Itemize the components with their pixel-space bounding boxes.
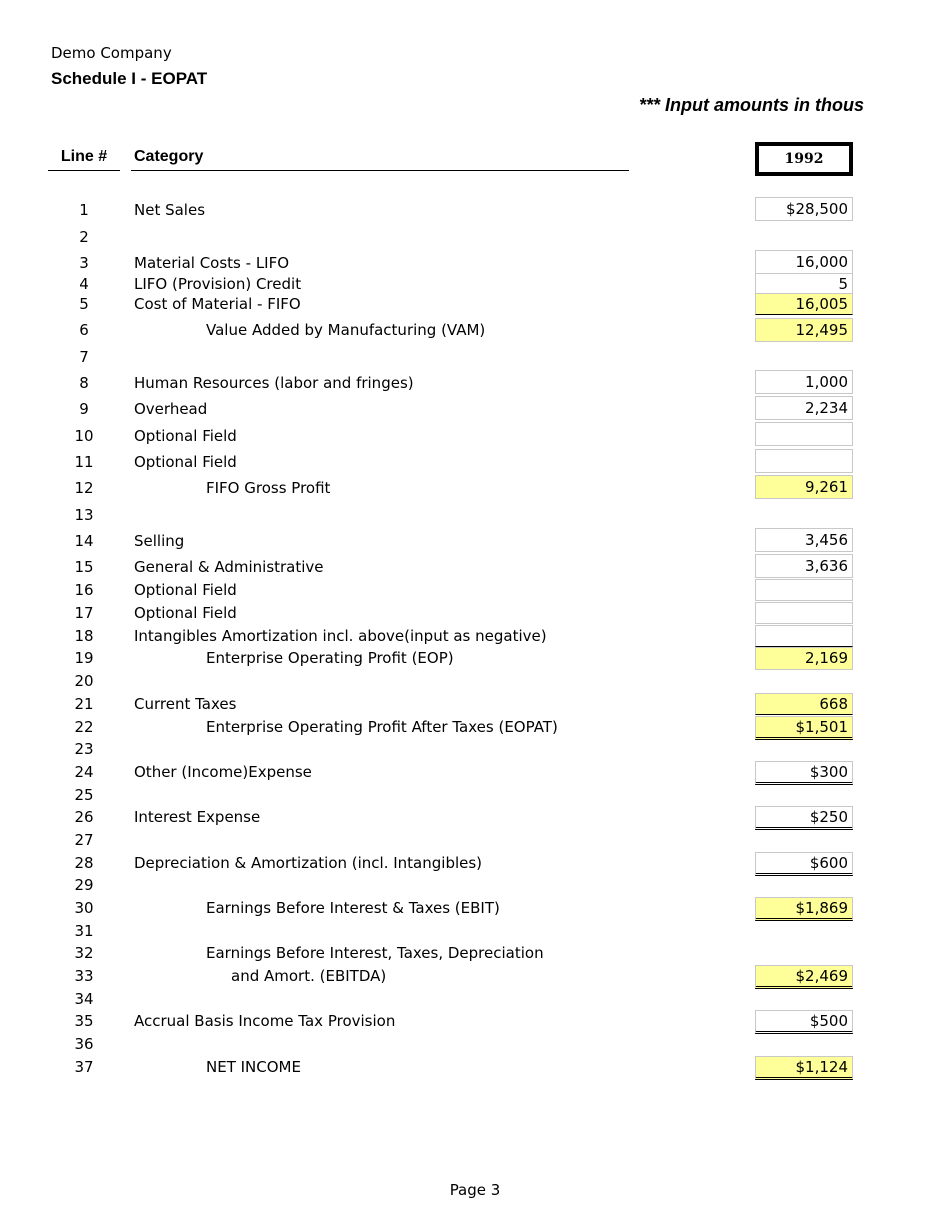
subtotal-label: FIFO Gross Profit [206,479,331,497]
category-label: Intangibles Amortization incl. above(input as negative) [134,627,547,645]
category-label: Net Sales [134,201,206,219]
line-number: 28 [74,854,94,872]
lifo-credit-input[interactable]: 5 [755,273,853,295]
line-number: 24 [74,763,94,781]
category-label: Selling [134,532,185,550]
line-number: 18 [74,627,94,645]
line-number: 2 [79,228,89,246]
category-label: Current Taxes [134,695,237,713]
material-costs-lifo-input[interactable]: 16,000 [755,250,853,274]
line-number: 16 [74,581,94,599]
line-number: 20 [74,672,94,690]
overhead-input[interactable]: 2,234 [755,396,853,420]
subtotal-label: Earnings Before Interest & Taxes (EBIT) [206,899,500,917]
line-number: 32 [74,944,94,962]
line-number: 12 [74,479,94,497]
income-tax-provision-value: $500 [755,1010,853,1034]
subtotal-label: and Amort. (EBITDA) [231,967,387,985]
line-number: 27 [74,831,94,849]
selling-input[interactable]: 3,456 [755,528,853,552]
subtotal-label: Value Added by Manufacturing (VAM) [206,321,486,339]
line-number: 1 [79,201,89,219]
line-number: 19 [74,649,94,667]
interest-expense-value: $250 [755,806,853,830]
subtotal-label: Earnings Before Interest, Taxes, Depreciation [206,944,544,962]
schedule-title: Schedule I - EOPAT [51,69,208,88]
line-number: 29 [74,876,94,894]
category-label: Human Resources (labor and fringes) [134,374,414,392]
line-number: 5 [79,295,89,313]
category-label: Depreciation & Amortization (incl. Intangibles) [134,854,483,872]
net-income-label: NET INCOME [206,1058,301,1076]
net-income-value: $1,124 [755,1056,853,1080]
eop-value: 2,169 [755,647,853,670]
line-number: 22 [74,718,94,736]
other-income-expense-value: $300 [755,761,853,785]
optional-field-input[interactable] [755,602,853,624]
human-resources-input[interactable]: 1,000 [755,370,853,394]
fifo-gross-profit-value: 9,261 [755,475,853,499]
ebit-value: $1,869 [755,897,853,921]
optional-field-input[interactable] [755,579,853,601]
line-number: 6 [79,321,89,339]
category-label: Accrual Basis Income Tax Provision [134,1012,396,1030]
page-number: Page 3 [449,1181,501,1199]
line-number: 23 [74,740,94,758]
cost-of-material-fifo-value: 16,005 [755,293,853,315]
category-label: Optional Field [134,581,237,599]
line-number-header-rule [48,170,120,171]
line-number: 15 [74,558,94,576]
general-admin-input[interactable]: 3,636 [755,554,853,578]
line-number: 30 [74,899,94,917]
category-header: Category [134,148,204,165]
line-number: 26 [74,808,94,826]
company-name: Demo Company [51,44,172,62]
line-number: 33 [74,967,94,985]
line-number: 31 [74,922,94,940]
category-label: Other (Income)Expense [134,763,312,781]
category-label: General & Administrative [134,558,324,576]
category-label: Material Costs - LIFO [134,254,290,272]
subtotal-label: Enterprise Operating Profit (EOP) [206,649,454,667]
depreciation-amortization-value: $600 [755,852,853,876]
category-label: Optional Field [134,453,237,471]
category-label: Overhead [134,400,208,418]
line-number: 13 [74,506,94,524]
eopat-value: $1,501 [755,716,853,740]
line-number: 34 [74,990,94,1008]
line-number: 14 [74,532,94,550]
line-number: 3 [79,254,89,272]
line-number: 10 [74,427,94,445]
line-number: 21 [74,695,94,713]
category-label: LIFO (Provision) Credit [134,275,302,293]
line-number: 35 [74,1012,94,1030]
line-number: 11 [74,453,94,471]
current-taxes-value: 668 [755,693,853,715]
category-label: Optional Field [134,427,237,445]
vam-value: 12,495 [755,318,853,342]
line-number: 17 [74,604,94,622]
subtotal-label: Enterprise Operating Profit After Taxes (EOPAT) [206,718,558,736]
line-number: 37 [74,1058,94,1076]
category-label: Optional Field [134,604,237,622]
net-sales-input[interactable]: $28,500 [755,197,853,221]
line-number: 9 [79,400,89,418]
line-number: 36 [74,1035,94,1053]
line-number-header: Line # [60,148,108,165]
optional-field-input[interactable] [755,449,853,473]
line-number: 4 [79,275,89,293]
intangibles-amortization-input[interactable] [755,625,853,647]
optional-field-input[interactable] [755,422,853,446]
line-number: 8 [79,374,89,392]
line-number: 25 [74,786,94,804]
line-number: 7 [79,348,89,366]
input-note: *** Input amounts in thous [639,95,864,115]
ebitda-value: $2,469 [755,965,853,989]
category-header-rule [131,170,629,171]
category-label: Cost of Material - FIFO [134,295,301,313]
category-label: Interest Expense [134,808,261,826]
year-header: 1992 [755,142,853,176]
